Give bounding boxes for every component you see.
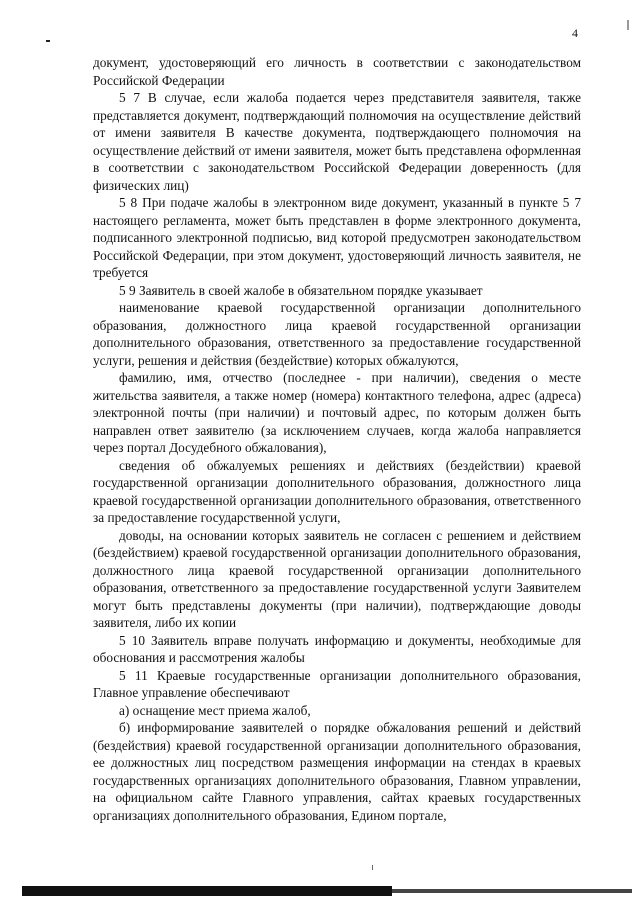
- paragraph-5-7: 5 7 В случае, если жалоба подается через представителя заявителя, также представляется документ, подтверждающий полномочия на осуществление действий от имени заявителя В качестве документа, подтверждающего полномочия на осуществление действий от имени заявителя, может быть представлена оформленная в соответствии с законодательством Российской Федерации доверенность (для физических лиц): [93, 90, 581, 193]
- scan-border-bottom: [22, 886, 392, 896]
- paragraph-5-10: 5 10 Заявитель вправе получать информацию и документы, необходимые для обоснования и рассмотрения жалобы: [93, 632, 581, 665]
- paragraph-continuation: документ, удостоверяющий его личность в соответствии с законодательством Российской Федерации: [93, 55, 581, 88]
- paragraph-5-9: 5 9 Заявитель в своей жалобе в обязательном порядке указывает: [119, 282, 483, 298]
- scan-mark-edge: [627, 20, 629, 30]
- paragraph-5-9-item-name: наименование краевой государственной организации дополнительного образования, должностного лица краевой государственной организации дополнительного образования, ответственного за предоставление государственной услуги, решения и действия (бездействие) которых обжалуются,: [93, 300, 581, 368]
- scan-tick: [372, 865, 373, 870]
- paragraph-5-9-item-applicant: фамилию, имя, отчество (последнее - при наличии), сведения о месте жительства заявителя, а также номер (номера) контактного телефона, адрес (адреса) электронной почты (при наличии) и почтовый адрес, по которым должен быть направлен ответ заявителю (за исключением случаев, когда жалоба направляется через портал Досудебного обжалования),: [93, 370, 581, 455]
- paragraph-5-11-a: а) оснащение мест приема жалоб,: [119, 702, 311, 718]
- page-number: 4: [572, 26, 578, 40]
- scan-border-bottom-faint: [392, 889, 632, 893]
- paragraph-5-11-b: б) информирование заявителей о порядке обжалования решений и действий (бездействия) краевой государственной организации дополнительного образования, ее должностных лиц посредством размещения информации на стендах в краевых государственных организациях дополнительного образования, Главном управлении, на официальном сайте Главного управления, сайтах краевых государственных организациях дополнительного образования, Едином портале,: [93, 720, 581, 823]
- paragraph-5-11: 5 11 Краевые государственные организации дополнительного образования, Главное управление обеспечивают: [93, 667, 581, 700]
- paragraph-5-9-item-arguments: доводы, на основании которых заявитель не согласен с решением и действием (бездействием) краевой государственной организации дополнительного образования, должностного лица краевой государственной организации дополнительного образования, ответственного за предоставление государственной услуги Заявителем могут быть представлены документы (при наличии), подтверждающие доводы заявителя, либо их копии: [93, 527, 581, 630]
- scan-mark: [46, 40, 50, 42]
- paragraph-5-8: 5 8 При подаче жалобы в электронном виде документ, указанный в пункте 5 7 настоящего регламента, может быть представлен в форме электронного документа, подписанного электронной подписью, вид которой предусмотрен законодательством Российской Федерации, при этом документ, удостоверяющий личность заявителя, не требуется: [93, 195, 581, 280]
- paragraph-5-9-item-decisions: сведения об обжалуемых решениях и действиях (бездействии) краевой государственной организации дополнительного образования, должностного лица краевой государственной организации дополнительного образования, ответственного за предоставление государственной услуги,: [93, 457, 581, 525]
- document-body: [93, 54, 581, 824]
